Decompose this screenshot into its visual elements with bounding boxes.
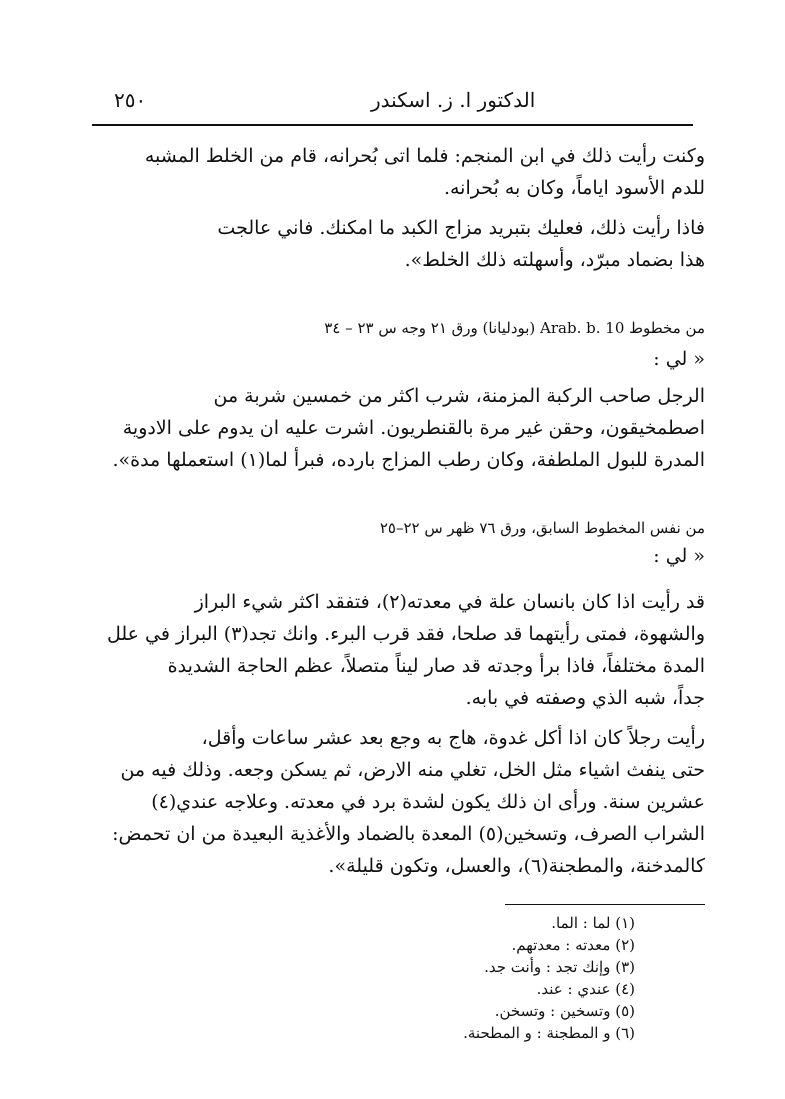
quote-opening-2: « لي : bbox=[653, 545, 705, 567]
footnote-item bbox=[435, 912, 635, 934]
text-line: الرجل صاحب الركبة المزمنة، شرب اكثر من خمسين شربة من bbox=[213, 385, 705, 407]
footnotes bbox=[435, 912, 635, 1044]
footnote-text: وتسخين : وتسخن. bbox=[494, 1002, 611, 1020]
paragraph-3 bbox=[84, 380, 705, 476]
running-header bbox=[96, 88, 689, 118]
text-line: عشرين سنة. ورأى ان ذلك يكون لشدة برد في معدته. وعلاجه عندي(٤) bbox=[151, 791, 705, 813]
paragraph-2 bbox=[84, 212, 705, 276]
text-line: اصطمخيقون، وحقن غير مرة بالقنطريون. اشرت عليه ان يدوم على الادوية bbox=[122, 417, 705, 439]
text-line: المدة مختلفاً، فاذا برأ وجدته قد صار ليناً متصلاً، عظم الحاجة الشديدة bbox=[167, 655, 705, 677]
text-line: وكنت رأيت ذلك في ابن المنجم: فلما اتى بُحرانه، قام من الخلط المشبه bbox=[144, 145, 705, 167]
footnote-item bbox=[435, 1000, 635, 1022]
paragraph-5 bbox=[84, 722, 705, 882]
running-title: الدكتور ا. ز. اسكندر bbox=[371, 88, 536, 112]
footnote-text: و المطجنة : و المطحنة. bbox=[463, 1024, 611, 1042]
source-citation-2: من نفس المخطوط السابق، ورق ٧٦ ظهر س ٢٢–٢٥ bbox=[379, 519, 705, 537]
header-rule bbox=[92, 124, 693, 126]
footnote-number: (١) bbox=[615, 914, 635, 932]
text-line: المدرة للبول الملطفة، وكان رطب المزاج بارده، فبرأ لما(١) استعملها مدة». bbox=[112, 449, 705, 471]
footnote-text: معدته : معدتهم. bbox=[511, 936, 611, 954]
footnote-text: عندي : عند. bbox=[536, 980, 611, 998]
page-number: ٢٥٠ bbox=[114, 88, 147, 112]
text-line: كالمدخنة، والمطجنة(٦)، والعسل، وتكون قليلة». bbox=[328, 855, 705, 877]
text-line: هذا بضماد مبرّد، وأسهلته ذلك الخلط». bbox=[404, 249, 705, 271]
footnote-number: (٦) bbox=[615, 1024, 635, 1042]
text-line: الشراب الصرف، وتسخين(٥) المعدة بالضماد والأغذية البعيدة من ان تحمض: bbox=[112, 823, 705, 845]
footnote-item bbox=[435, 1022, 635, 1044]
footnote-number: (٢) bbox=[615, 936, 635, 954]
text-line: جداً، شبه الذي وصفته في بابه. bbox=[465, 687, 705, 709]
text-line: رأيت رجلاً كان اذا أكل غدوة، هاج به وجع بعد عشر ساعات وأقل، bbox=[201, 727, 705, 749]
footnote-item bbox=[435, 956, 635, 978]
footnote-number: (٤) bbox=[615, 980, 635, 998]
footnote-number: (٣) bbox=[615, 958, 635, 976]
text-line: فاذا رأيت ذلك، فعليك بتبريد مزاج الكبد ما امكنك. فاني عالجت bbox=[217, 217, 705, 239]
text-line: والشهوة، فمتى رأيتهما قد صلحا، فقد قرب البرء. وانك تجد(٣) البراز في علل bbox=[106, 623, 705, 645]
footnote-item bbox=[435, 934, 635, 956]
text-line: قد رأيت اذا كان بانسان علة في معدته(٢)، فتفقد اكثر شيء البراز bbox=[194, 591, 705, 613]
text-line: للدم الأسود اياماً، وكان به بُحرانه. bbox=[443, 177, 705, 199]
footnote-number: (٥) bbox=[615, 1002, 635, 1020]
paragraph-1 bbox=[84, 140, 705, 204]
footnote-text: لما : الما. bbox=[551, 914, 611, 932]
footnote-rule bbox=[505, 904, 705, 905]
source-citation-1: من مخطوط Arab. b. 10 (بودليانا) ورق ٢١ وجه س ٢٣ – ٣٤ bbox=[324, 319, 705, 337]
footnote-text: وإنك تجد : وأنت جد. bbox=[484, 958, 611, 976]
text-line: حتى ينفث اشياء مثل الخل، تغلي منه الارض، ثم يسكن وجعه. وذلك فيه من bbox=[120, 759, 705, 781]
paragraph-4 bbox=[84, 586, 705, 714]
quote-opening-1: « لي : bbox=[653, 348, 705, 370]
footnote-item bbox=[435, 978, 635, 1000]
